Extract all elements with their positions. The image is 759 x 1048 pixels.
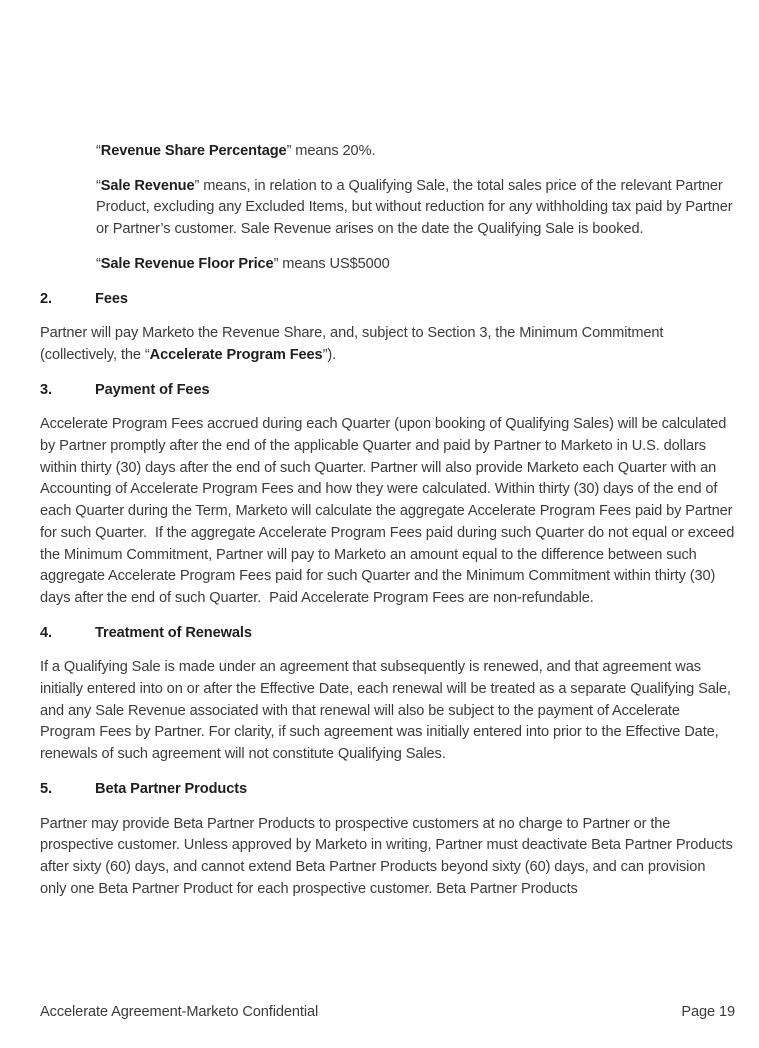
definition-text: ” means, in relation to a Qualifying Sale, the total sales price of the relevant Partner Product, excluding any Excluded Items, but without reduction for any withholding tax paid by Partner or Partner’s customer. Sale Revenue arises on the date the Qualifying Sale is booked. [96, 177, 737, 238]
section-heading-payment-of-fees [40, 380, 735, 402]
section-body-fees [40, 323, 735, 366]
definition-text: ” means 20%. [286, 143, 376, 159]
defined-term: Revenue Share Percentage [100, 143, 287, 159]
section-number: 5. [40, 780, 52, 797]
section-heading-treatment-of-renewals [40, 623, 735, 645]
section-title: Fees [95, 290, 128, 307]
open-quote: “ [96, 143, 101, 159]
footer-document-title: Accelerate Agreement-Marketo Confidential [40, 1004, 319, 1020]
body-text: Partner will pay Marketo the Revenue Share, and, subject to Section 3, the Minimum Commitment (collectively, the “ [40, 325, 668, 363]
section-heading-fees [40, 289, 735, 311]
defined-term: Sale Revenue Floor Price [100, 255, 274, 272]
section-body-treatment-of-renewals: If a Qualifying Sale is made under an agreement that subsequently is renewed, and that agreement was initially entered into on or after the Effective Date, each renewal will be treated as a separate Qualifying Sale, and any Sale Revenue associated with that renewal will also be subject to the payment of Accelerate Program Fees by Partner. For clarity, if such agreement was initially entered into prior to the Effective Date, renewals of such agreement will not constitute Qualifying Sales. [40, 659, 735, 763]
section-title: Treatment of Renewals [95, 624, 252, 641]
section-number: 3. [40, 381, 52, 398]
section-title: Payment of Fees [95, 381, 210, 398]
definition-sale-revenue-floor-price [96, 254, 735, 276]
section-number: 2. [40, 290, 52, 307]
section-title: Beta Partner Products [95, 780, 247, 797]
section-body-beta-partner-products: Partner may provide Beta Partner Products to prospective customers at no charge to Partner or the prospective customer. Unless approved by Marketo in writing, Partner must deactivate Beta Partner Products after sixty (60) days, and cannot extend Beta Partner Products beyond sixty (60) days, and can provision only one Beta Partner Product for each prospective customer. Beta Partner Products [40, 815, 737, 897]
defined-term: Accelerate Program Fees [149, 346, 323, 363]
open-quote: “ [96, 177, 101, 194]
defined-term: Sale Revenue [100, 177, 195, 194]
definition-revenue-share-percentage [96, 141, 735, 163]
open-quote: “ [96, 255, 101, 272]
definition-text: ” means US$5000 [273, 255, 390, 272]
document-content [40, 141, 739, 913]
footer-page-number: Page 19 [681, 1004, 735, 1020]
section-body-payment-of-fees: Accelerate Program Fees accrued during each Quarter (upon booking of Qualifying Sales) will be calculated by Partner promptly after the end of the applicable Quarter and paid by Partner to Marketo in U.S. dollars within thirty (30) days after the end of such Quarter. Partner will also provide Marketo each Quarter with an Accounting of Accelerate Program Fees and how they were calculated. Within thirty (30) days of the end of each Quarter during the Term, Marketo will calculate the aggregate Accelerate Program Fees paid by Partner for such Quarter. If the aggregate Accelerate Program Fees paid during such Quarter do not equal or exceed the Minimum Commitment, Partner will pay to Marketo an amount equal to the difference between such aggregate Accelerate Program Fees paid for such Quarter and the Minimum Commitment within thirty (30) days after the end of such Quarter. Paid Accelerate Program Fees are non-refundable. [40, 416, 739, 606]
section-number: 4. [40, 624, 52, 641]
section-heading-beta-partner-products [40, 779, 735, 801]
definition-sale-revenue [96, 176, 735, 241]
page-footer [40, 1002, 735, 1024]
body-text: ”). [322, 346, 337, 363]
